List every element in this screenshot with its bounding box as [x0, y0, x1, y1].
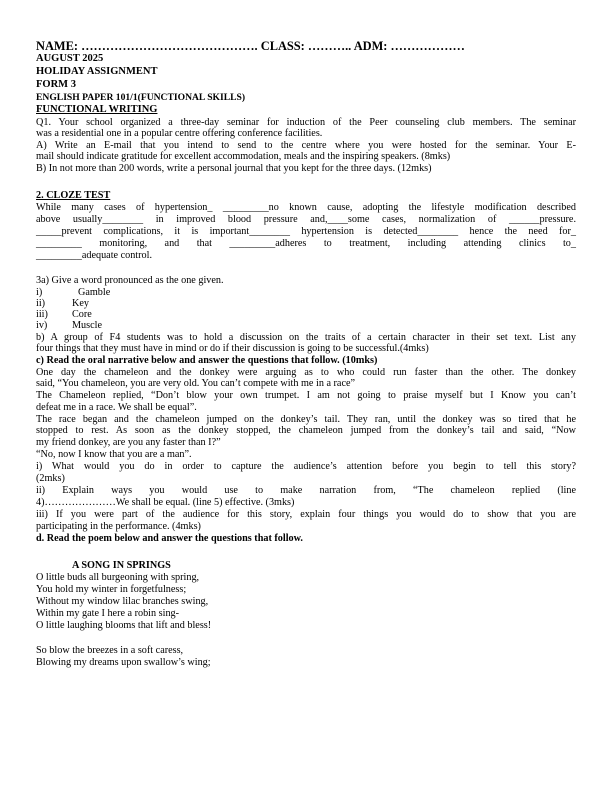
story-line: The Chameleon replied, “Don’t blow your own trumpet. I am not going to praise myself but I Know you can’t: [36, 390, 576, 401]
cloze-line-1: While many cases of hypertension_ _________no known cause, adopting the lifestyle modification described: [36, 202, 576, 213]
q3a-item-number: iii): [36, 309, 48, 320]
q3b-text-line-1: b) A group of F4 students was to hold a discussion on the traits of a certain character in their set text. List any: [36, 332, 576, 343]
q3a-item-number: i): [36, 287, 43, 298]
q1-text-line-1: Q1. Your school organized a three-day seminar for induction of the Peer counseling club members. The seminar: [36, 117, 576, 128]
narrative-question-line: (2mks): [36, 473, 65, 484]
story-line: The race began and the chameleon jumped on the donkey’s tail. They ran, until the donkey was so tired that he: [36, 414, 576, 425]
narrative-question-line: participating in the performance. (4mks): [36, 521, 201, 532]
poem-line: So blow the breezes in a soft caress,: [36, 645, 184, 656]
paper-heading: ENGLISH PAPER 101/1(FUNCTIONAL SKILLS): [36, 92, 246, 103]
poem-line: Without my window lilac branches swing,: [36, 596, 209, 607]
q3a-item-number: ii): [36, 298, 46, 309]
story-line: said, “You chameleon, you are very old. You can’t compete with me in a race”: [36, 378, 356, 389]
cloze-heading: 2. CLOZE TEST: [36, 190, 111, 201]
cloze-line-2: above usually________ in improved blood pressure and,____some cases, normalization of ______pressure.: [36, 214, 576, 225]
story-line: “No, now I know that you are a man”.: [36, 449, 192, 460]
poem-line: Blowing my dreams upon swallow’s wing;: [36, 657, 211, 668]
assignment-heading: HOLIDAY ASSIGNMENT: [36, 66, 158, 77]
name-class-adm-line: NAME: ……………………………………. CLASS: ……….. ADM: ………………: [36, 39, 465, 53]
q3d-heading: d. Read the poem below and answer the questions that follow.: [36, 533, 303, 544]
cloze-line-3: _____prevent complications, it is important________ hypertension is detected________ hence the need for_: [36, 226, 576, 237]
q1a-text-line-1: A) Write an E-mail that you intend to send to the centre where you were hosted for the seminar. Your E-: [36, 140, 576, 151]
narrative-question-line: iii) If you were part of the audience for this story, explain four things you would do to show that you are: [36, 509, 576, 520]
poem-line: Within my gate I here a robin sing-: [36, 608, 180, 619]
q3b-text-line-2: four things that they must have in mind or do if their discussion is going to be successful.(4mks): [36, 343, 429, 354]
q1a-text-line-2: mail should indicate gratitude for excellent accommodation, meals and the inspiring speakers. (8mks): [36, 151, 451, 162]
q1b-text: B) In not more than 200 words, write a personal journal that you kept for the three days. (12mks): [36, 163, 432, 174]
story-line: defeat me in a race. We shall be equal”.: [36, 402, 197, 413]
narrative-question-line: 4)…………………We shall be equal. (line 5) effective. (3mks): [36, 497, 295, 508]
cloze-line-4: _________ monitoring, and that _________adheres to treatment, including attending clinics to_: [36, 238, 576, 249]
functional-writing-heading: FUNCTIONAL WRITING: [36, 104, 158, 115]
story-line: my friend donkey, are you any faster than I?”: [36, 437, 221, 448]
q3c-heading: c) Read the oral narrative below and answer the questions that follow. (10mks): [36, 355, 378, 366]
poem-title: A SONG IN SPRINGS: [72, 560, 171, 571]
story-line: stopped to rest. As soon as the donkey stopped, the chameleon jumped from the donkey’s tail and said, “Now: [36, 425, 576, 436]
form-heading: FORM 3: [36, 79, 76, 90]
narrative-question-line: ii) Explain ways you would use to make narration from, “The chameleon replied (line: [36, 485, 576, 496]
narrative-question-line: i) What would you do in order to capture the audience’s attention before you begin to tell this story?: [36, 461, 576, 472]
poem-line: You hold my winter in forgetfulness;: [36, 584, 187, 595]
q3a-item-number: iv): [36, 320, 48, 331]
q3a-item-word: Key: [72, 298, 89, 309]
q3a-item-word: Core: [72, 309, 92, 320]
q3a-item-word: Gamble: [78, 287, 111, 298]
story-line: One day the chameleon and the donkey were arguing as to who could run faster than the other. The donkey: [36, 367, 576, 378]
poem-line: O little laughing blooms that lift and bless!: [36, 620, 212, 631]
q3a-item-word: Muscle: [72, 320, 102, 331]
date-heading: AUGUST 2025: [36, 53, 104, 64]
poem-line: O little buds all burgeoning with spring,: [36, 572, 200, 583]
q3a-prompt: 3a) Give a word pronounced as the one given.: [36, 275, 224, 286]
q1-text-line-2: was a residential one in a popular centre offering conference facilities.: [36, 128, 323, 139]
cloze-line-5: _________adequate control.: [36, 250, 152, 261]
